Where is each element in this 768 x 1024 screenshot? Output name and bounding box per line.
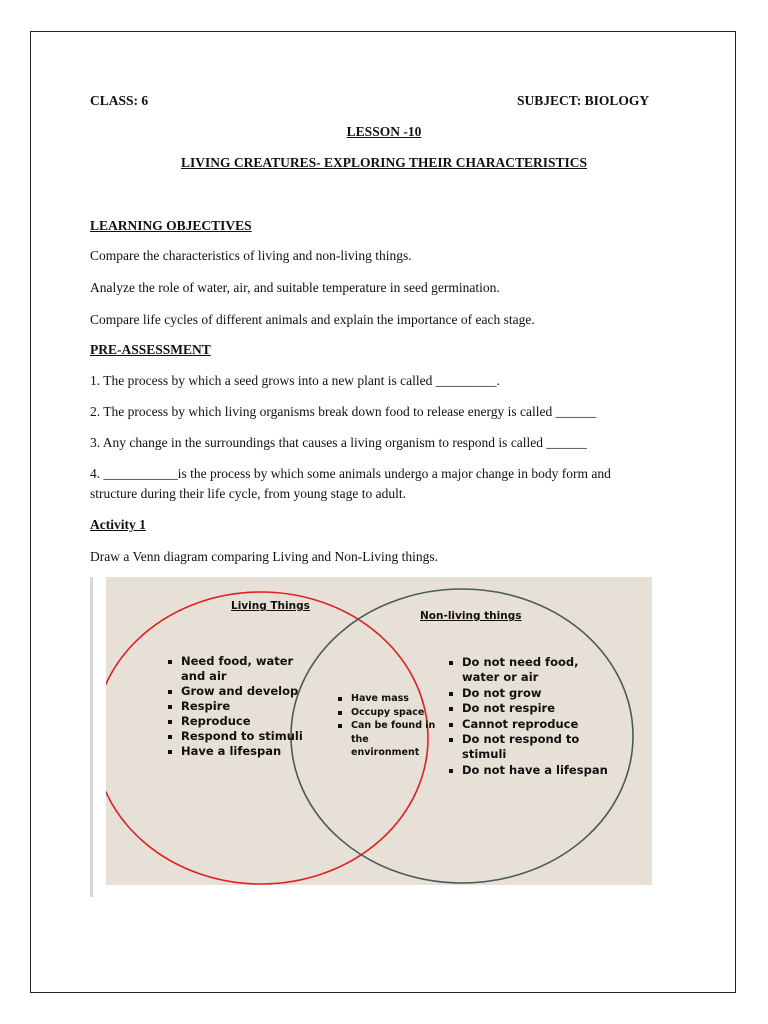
living-list bbox=[166, 654, 306, 759]
activity-heading: Activity 1 bbox=[90, 517, 146, 532]
list-item: Cannot reproduce bbox=[447, 717, 617, 732]
list-item: Do not respond to stimuli bbox=[447, 732, 617, 763]
list-item: Do not grow bbox=[447, 686, 617, 701]
lesson-number: LESSON -10 bbox=[346, 124, 422, 139]
subject-label: SUBJECT: BIOLOGY bbox=[517, 93, 650, 108]
class-label: CLASS: 6 bbox=[90, 93, 149, 108]
objective-item: Compare the characteristics of living and non-living things. bbox=[90, 248, 412, 263]
list-item: Need food, water and air bbox=[166, 654, 306, 684]
list-item: Respond to stimuli bbox=[166, 729, 306, 744]
list-item: Can be found in the environment bbox=[336, 719, 436, 760]
image-edge bbox=[90, 577, 93, 897]
living-title: Living Things bbox=[231, 600, 310, 612]
non-living-list bbox=[447, 655, 617, 778]
list-item: Do not have a lifespan bbox=[447, 763, 617, 778]
list-item: Grow and develop bbox=[166, 684, 306, 699]
list-item: Do not respire bbox=[447, 701, 617, 716]
list-item: Reproduce bbox=[166, 714, 306, 729]
shared-list bbox=[336, 692, 436, 760]
question-4: 4. ___________is the process by which some animals undergo a major change in body form and bbox=[90, 466, 611, 481]
list-item: Occupy space bbox=[336, 706, 436, 720]
list-item: Have mass bbox=[336, 692, 436, 706]
objective-item: Compare life cycles of different animals and explain the importance of each stage. bbox=[90, 312, 535, 327]
question-2: 2. The process by which living organisms break down food to release energy is called ______ bbox=[90, 404, 597, 419]
pre-assessment-heading: PRE-ASSESSMENT bbox=[90, 342, 211, 357]
objectives-heading: LEARNING OBJECTIVES bbox=[90, 218, 252, 233]
non-living-title: Non-living things bbox=[420, 610, 522, 622]
lesson-title: LIVING CREATURES- EXPLORING THEIR CHARACTERISTICS bbox=[180, 155, 588, 170]
list-item: Respire bbox=[166, 699, 306, 714]
objective-item: Analyze the role of water, air, and suitable temperature in seed germination. bbox=[90, 280, 500, 295]
question-4-continued: structure during their life cycle, from young stage to adult. bbox=[90, 486, 407, 501]
list-item: Have a lifespan bbox=[166, 744, 306, 759]
question-1: 1. The process by which a seed grows into a new plant is called _________. bbox=[90, 373, 500, 388]
question-3: 3. Any change in the surroundings that causes a living organism to respond is called ______ bbox=[90, 435, 587, 450]
venn-panel bbox=[106, 577, 652, 885]
activity-instruction: Draw a Venn diagram comparing Living and Non-Living things. bbox=[90, 549, 439, 564]
list-item: Do not need food, water or air bbox=[447, 655, 617, 686]
venn-diagram bbox=[90, 577, 652, 897]
